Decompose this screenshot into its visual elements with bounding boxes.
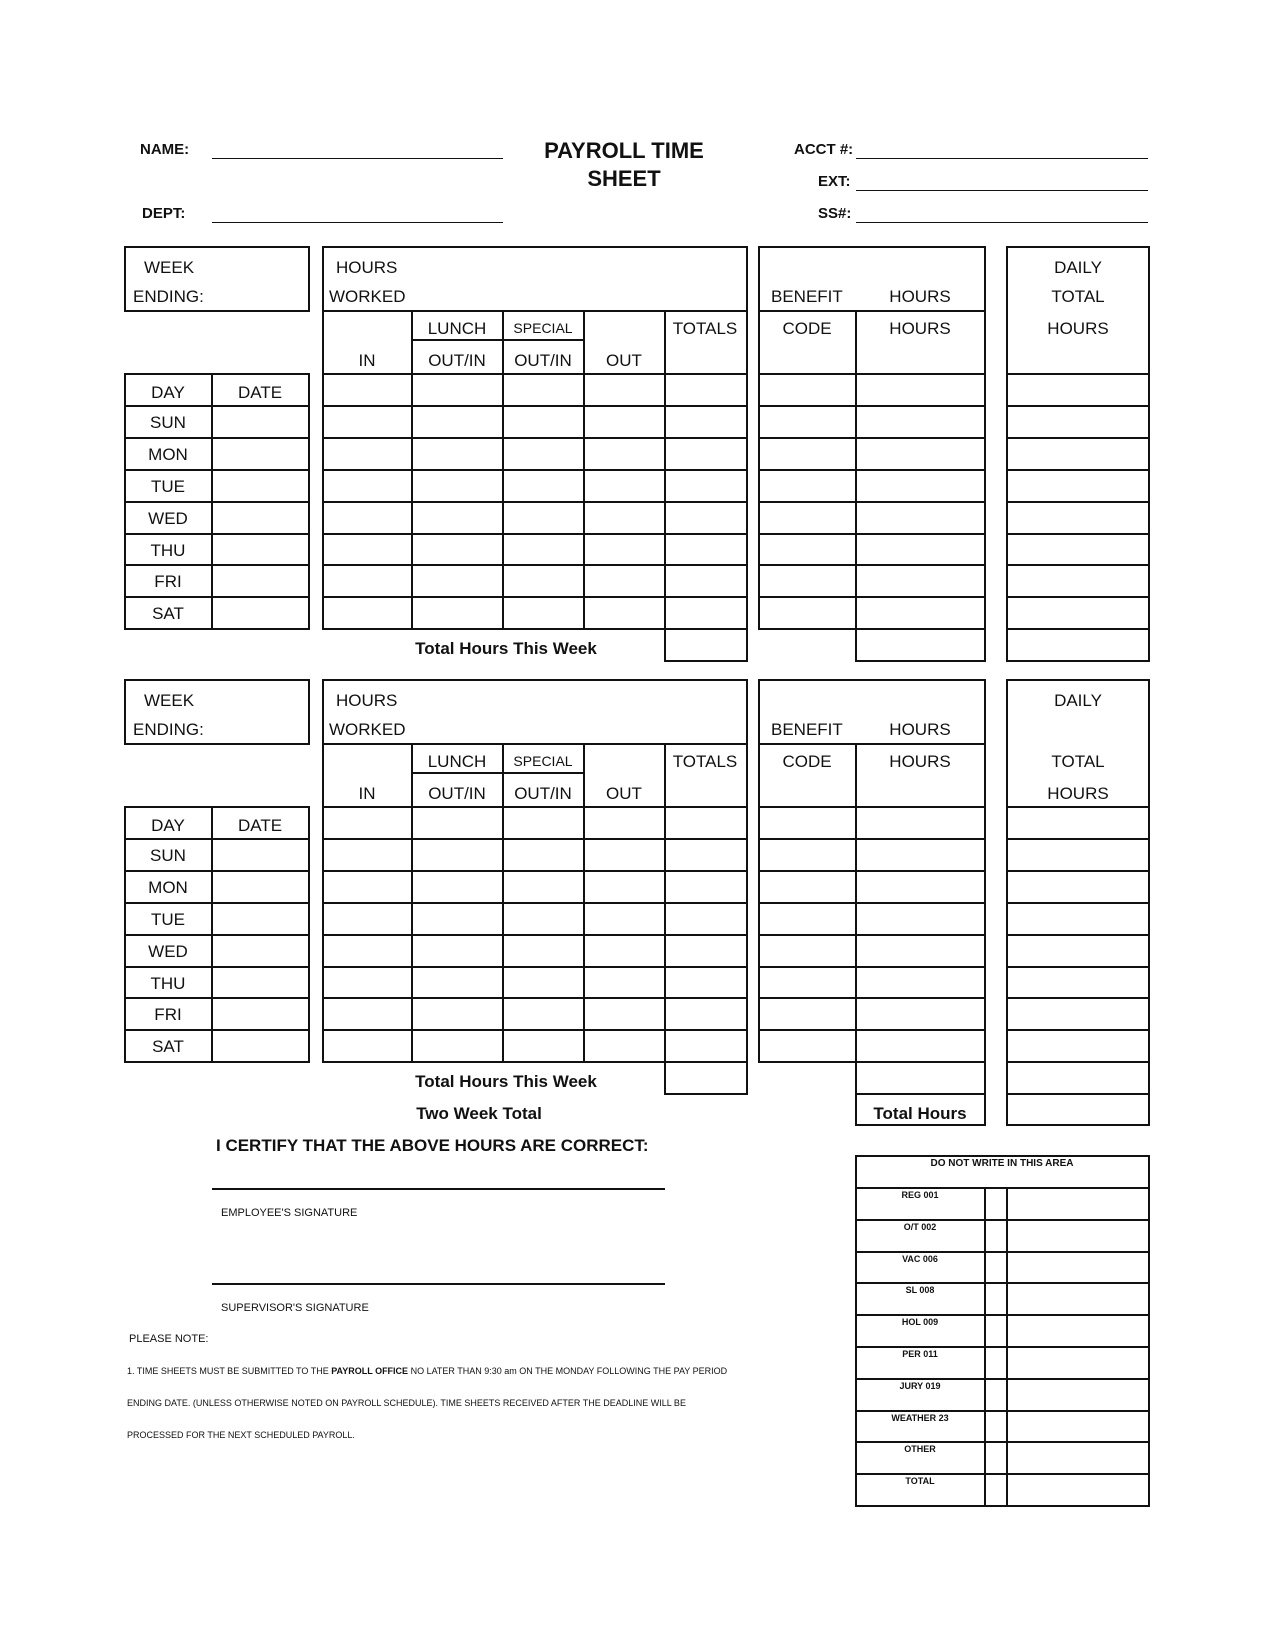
grid-line bbox=[758, 934, 986, 936]
grid-line bbox=[664, 1093, 748, 1095]
grid-line bbox=[322, 469, 748, 471]
grid-line bbox=[758, 310, 986, 312]
grid-line bbox=[1148, 1093, 1150, 1126]
grid-line bbox=[1006, 997, 1150, 999]
benefit-label: BENEFIT bbox=[771, 287, 843, 306]
grid-line bbox=[1006, 1029, 1150, 1031]
grid-line bbox=[664, 310, 666, 662]
lunch-label: LUNCH bbox=[427, 319, 487, 338]
date-cell[interactable] bbox=[213, 503, 307, 532]
total-hours-label: Total Hours bbox=[873, 1104, 967, 1123]
office-code-1: O/T 002 bbox=[903, 1222, 937, 1232]
lunch-outin-label: OUT/IN bbox=[428, 784, 486, 803]
grid-line bbox=[322, 806, 748, 808]
benefit-hours2-label: HOURS bbox=[889, 752, 951, 771]
grid-line bbox=[124, 628, 310, 630]
in-label: IN bbox=[358, 351, 376, 370]
grid-line bbox=[322, 533, 748, 535]
grid-line bbox=[758, 838, 986, 840]
daily-label: DAILY bbox=[1054, 258, 1102, 277]
grid-line bbox=[322, 902, 748, 904]
office-code-4: HOL 009 bbox=[901, 1317, 939, 1327]
total-hours-week-label: Total Hours This Week bbox=[415, 1072, 597, 1091]
grid-line bbox=[758, 679, 986, 681]
in-label: IN bbox=[358, 784, 376, 803]
grid-line bbox=[758, 1029, 986, 1031]
special-label: SPECIAL bbox=[513, 320, 573, 336]
day-label-mon: MON bbox=[148, 878, 188, 897]
grid-line bbox=[1006, 902, 1150, 904]
office-grid-line bbox=[855, 1282, 1150, 1284]
grid-line bbox=[758, 966, 986, 968]
daily-hours-label: HOURS bbox=[1047, 319, 1109, 338]
grid-line bbox=[322, 870, 748, 872]
grid-line bbox=[746, 246, 748, 662]
week-label: WEEK bbox=[144, 258, 195, 277]
office-grid-line bbox=[855, 1155, 1150, 1157]
date-header: DATE bbox=[237, 383, 283, 402]
name-field[interactable] bbox=[212, 158, 503, 159]
totals-label: TOTALS bbox=[672, 752, 738, 771]
ext-field[interactable] bbox=[856, 190, 1148, 191]
office-grid-line bbox=[855, 1155, 857, 1507]
grid-line bbox=[124, 679, 126, 745]
day-label-tue: TUE bbox=[151, 477, 185, 496]
date-cell[interactable] bbox=[213, 936, 307, 965]
grid-line bbox=[1006, 806, 1150, 808]
grid-line bbox=[322, 1061, 748, 1063]
grid-line bbox=[758, 902, 986, 904]
grid-line bbox=[322, 501, 748, 503]
grid-line bbox=[124, 1061, 310, 1063]
ending-label: ENDING: bbox=[133, 720, 204, 739]
grid-line bbox=[411, 339, 584, 341]
grid-line bbox=[308, 679, 310, 745]
grid-line bbox=[308, 246, 310, 312]
worked-label: WORKED bbox=[329, 287, 406, 306]
employee-signature-line[interactable] bbox=[212, 1188, 665, 1190]
grid-line bbox=[322, 743, 748, 745]
grid-line bbox=[1006, 405, 1150, 407]
grid-line bbox=[1006, 966, 1150, 968]
office-grid-line bbox=[855, 1251, 1150, 1253]
total-label: TOTAL bbox=[1051, 752, 1105, 771]
grid-line bbox=[1006, 1093, 1150, 1095]
grid-line bbox=[1006, 246, 1150, 248]
date-cell[interactable] bbox=[213, 598, 307, 627]
note-line-1 bbox=[127, 1367, 727, 1376]
benefit-hours-label: HOURS bbox=[889, 287, 951, 306]
total-label: TOTAL bbox=[1051, 287, 1105, 306]
grid-line bbox=[322, 934, 748, 936]
office-code-0: REG 001 bbox=[901, 1190, 939, 1200]
grid-line bbox=[664, 660, 748, 662]
employee-signature-label: EMPLOYEE'S SIGNATURE bbox=[221, 1207, 358, 1219]
grid-line bbox=[758, 596, 986, 598]
grid-line bbox=[322, 838, 748, 840]
day-label-mon: MON bbox=[148, 445, 188, 464]
grid-line bbox=[1006, 679, 1150, 681]
code-label: CODE bbox=[782, 752, 832, 771]
office-code-9: TOTAL bbox=[905, 1476, 935, 1486]
grid-line bbox=[855, 1093, 857, 1126]
office-code-7: WEATHER 23 bbox=[891, 1413, 949, 1423]
grid-line bbox=[124, 310, 310, 312]
worked-label: WORKED bbox=[329, 720, 406, 739]
date-cell[interactable] bbox=[213, 407, 307, 436]
out-label: OUT bbox=[606, 351, 642, 370]
grid-line bbox=[758, 501, 986, 503]
office-code-2: VAC 006 bbox=[902, 1254, 938, 1264]
day-label-sun: SUN bbox=[150, 846, 186, 865]
grid-line bbox=[1006, 679, 1008, 1095]
grid-line bbox=[758, 405, 986, 407]
grid-line bbox=[1006, 1061, 1150, 1063]
grid-line bbox=[1006, 934, 1150, 936]
acct-label: ACCT #: bbox=[794, 141, 854, 158]
grid-line bbox=[855, 743, 857, 1095]
out-label: OUT bbox=[606, 784, 642, 803]
grid-line bbox=[1006, 838, 1150, 840]
grid-line bbox=[984, 246, 986, 662]
grid-line bbox=[1006, 870, 1150, 872]
date-cell[interactable] bbox=[213, 872, 307, 901]
certify-statement: I CERTIFY THAT THE ABOVE HOURS ARE CORRECT: bbox=[216, 1136, 649, 1155]
note-line-2: ENDING DATE. (UNLESS OTHERWISE NOTED ON PAYROLL SCHEDULE). TIME SHEETS RECEIVED AFTER THE DEADLINE WILL BE bbox=[127, 1398, 686, 1408]
office-grid-line bbox=[855, 1378, 1150, 1380]
office-grid-line bbox=[855, 1441, 1150, 1443]
grid-line bbox=[124, 679, 310, 681]
grid-line bbox=[124, 743, 310, 745]
date-cell[interactable] bbox=[213, 566, 307, 595]
grid-line bbox=[746, 679, 748, 1095]
office-grid-line bbox=[855, 1314, 1150, 1316]
day-label-fri: FRI bbox=[154, 1005, 182, 1024]
grid-line bbox=[855, 310, 857, 662]
grid-line bbox=[758, 246, 986, 248]
ext-label: EXT: bbox=[818, 173, 851, 190]
office-grid-line bbox=[855, 1187, 1150, 1189]
grid-line bbox=[1006, 373, 1150, 375]
office-code-8: OTHER bbox=[904, 1444, 936, 1454]
daily-hours-label: HOURS bbox=[1047, 784, 1109, 803]
office-area-header: DO NOT WRITE IN THIS AREA bbox=[930, 1158, 1074, 1169]
grid-line bbox=[1006, 469, 1150, 471]
grid-line bbox=[758, 743, 986, 745]
grid-line bbox=[322, 310, 748, 312]
grid-line bbox=[124, 246, 310, 248]
day-label-wed: WED bbox=[148, 942, 188, 961]
day-label-tue: TUE bbox=[151, 910, 185, 929]
grid-line bbox=[855, 1124, 986, 1126]
grid-line bbox=[124, 246, 126, 312]
grid-line bbox=[984, 1093, 986, 1126]
grid-line bbox=[1006, 501, 1150, 503]
please-note-label: PLEASE NOTE: bbox=[129, 1333, 209, 1345]
grid-line bbox=[758, 997, 986, 999]
ss-label: SS#: bbox=[818, 205, 852, 222]
day-label-thu: THU bbox=[150, 541, 186, 560]
dept-label: DEPT: bbox=[142, 205, 186, 222]
lunch-outin-label: OUT/IN bbox=[428, 351, 486, 370]
office-grid-line bbox=[855, 1473, 1150, 1475]
day-header: DAY bbox=[151, 383, 185, 402]
date-cell[interactable] bbox=[213, 840, 307, 869]
grid-line bbox=[322, 1029, 748, 1031]
grid-line bbox=[758, 469, 986, 471]
grid-line bbox=[758, 373, 986, 375]
supervisor-signature-line[interactable] bbox=[212, 1283, 665, 1285]
grid-line bbox=[664, 743, 666, 1095]
office-grid-line bbox=[855, 1505, 1150, 1507]
grid-line bbox=[1148, 246, 1150, 662]
hours-label: HOURS bbox=[336, 691, 398, 710]
grid-line bbox=[758, 628, 986, 630]
grid-line bbox=[758, 437, 986, 439]
grid-line bbox=[1006, 1124, 1150, 1126]
grid-line bbox=[1006, 564, 1150, 566]
totals-label: TOTALS bbox=[672, 319, 738, 338]
special-label: SPECIAL bbox=[513, 753, 573, 769]
special-outin-label: OUT/IN bbox=[514, 784, 572, 803]
date-cell[interactable] bbox=[213, 904, 307, 933]
grid-line bbox=[1006, 628, 1150, 630]
page-title-line2: SHEET bbox=[587, 166, 661, 191]
grid-line bbox=[322, 966, 748, 968]
office-code-5: PER 011 bbox=[902, 1349, 938, 1359]
grid-line bbox=[1006, 533, 1150, 535]
note-line-3: PROCESSED FOR THE NEXT SCHEDULED PAYROLL. bbox=[127, 1430, 355, 1440]
grid-line bbox=[1006, 1093, 1008, 1126]
grid-line bbox=[411, 772, 584, 774]
office-grid-line bbox=[855, 1346, 1150, 1348]
grid-line bbox=[758, 1061, 986, 1063]
date-cell[interactable] bbox=[213, 968, 307, 997]
grid-line bbox=[758, 806, 986, 808]
office-code-6: JURY 019 bbox=[899, 1381, 941, 1391]
lunch-label: LUNCH bbox=[427, 752, 487, 771]
date-cell[interactable] bbox=[213, 439, 307, 468]
day-label-fri: FRI bbox=[154, 572, 182, 591]
two-week-total-label: Two Week Total bbox=[416, 1104, 542, 1123]
grid-line bbox=[1006, 437, 1150, 439]
date-cell[interactable] bbox=[213, 1031, 307, 1060]
day-label-thu: THU bbox=[150, 974, 186, 993]
grid-line bbox=[322, 405, 748, 407]
date-cell[interactable] bbox=[213, 808, 307, 837]
grid-line bbox=[322, 628, 748, 630]
day-header: DAY bbox=[151, 816, 185, 835]
grid-line bbox=[1148, 679, 1150, 1095]
grid-line bbox=[758, 870, 986, 872]
note-line-1a: 1. TIME SHEETS MUST BE SUBMITTED TO THE bbox=[127, 1366, 332, 1376]
grid-line bbox=[758, 533, 986, 535]
office-grid-line bbox=[855, 1219, 1150, 1221]
name-label: NAME: bbox=[140, 141, 190, 158]
note-line-1b: PAYROLL OFFICE bbox=[331, 1366, 409, 1376]
grid-line bbox=[1006, 596, 1150, 598]
ending-label: ENDING: bbox=[133, 287, 204, 306]
office-grid-line bbox=[855, 1410, 1150, 1412]
grid-line bbox=[984, 679, 986, 1095]
day-label-sat: SAT bbox=[152, 1037, 184, 1056]
grid-line bbox=[855, 1093, 986, 1095]
total-hours-week-label: Total Hours This Week bbox=[415, 639, 597, 658]
code-label: CODE bbox=[782, 319, 832, 338]
grid-line bbox=[322, 437, 748, 439]
benefit-hours2-label: HOURS bbox=[889, 319, 951, 338]
acct-field[interactable] bbox=[856, 158, 1148, 159]
page-title: PAYROLL TIME bbox=[544, 138, 704, 163]
date-cell[interactable] bbox=[213, 999, 307, 1028]
date-cell[interactable] bbox=[213, 535, 307, 564]
grid-line bbox=[322, 373, 748, 375]
hours-label: HOURS bbox=[336, 258, 398, 277]
benefit-hours-label: HOURS bbox=[889, 720, 951, 739]
grid-line bbox=[1006, 660, 1150, 662]
grid-line bbox=[1006, 246, 1008, 662]
date-cell[interactable] bbox=[213, 471, 307, 500]
supervisor-signature-label: SUPERVISOR'S SIGNATURE bbox=[221, 1302, 369, 1314]
grid-line bbox=[855, 660, 986, 662]
grid-line bbox=[322, 679, 748, 681]
office-grid-line bbox=[1148, 1155, 1150, 1507]
ss-field[interactable] bbox=[856, 222, 1148, 223]
grid-line bbox=[758, 564, 986, 566]
office-code-3: SL 008 bbox=[905, 1285, 935, 1295]
note-line-1c: NO LATER THAN 9:30 am ON THE MONDAY FOLLOWING THE PAY PERIOD bbox=[408, 1366, 728, 1376]
dept-field[interactable] bbox=[212, 222, 503, 223]
grid-line bbox=[322, 997, 748, 999]
grid-line bbox=[322, 564, 748, 566]
special-outin-label: OUT/IN bbox=[514, 351, 572, 370]
week-label: WEEK bbox=[144, 691, 195, 710]
day-label-sat: SAT bbox=[152, 604, 184, 623]
grid-line bbox=[322, 596, 748, 598]
date-header: DATE bbox=[237, 816, 283, 835]
benefit-label: BENEFIT bbox=[771, 720, 843, 739]
grid-line bbox=[322, 246, 748, 248]
date-cell[interactable] bbox=[213, 375, 307, 404]
day-label-wed: WED bbox=[148, 509, 188, 528]
daily-label: DAILY bbox=[1054, 691, 1102, 710]
day-label-sun: SUN bbox=[150, 413, 186, 432]
